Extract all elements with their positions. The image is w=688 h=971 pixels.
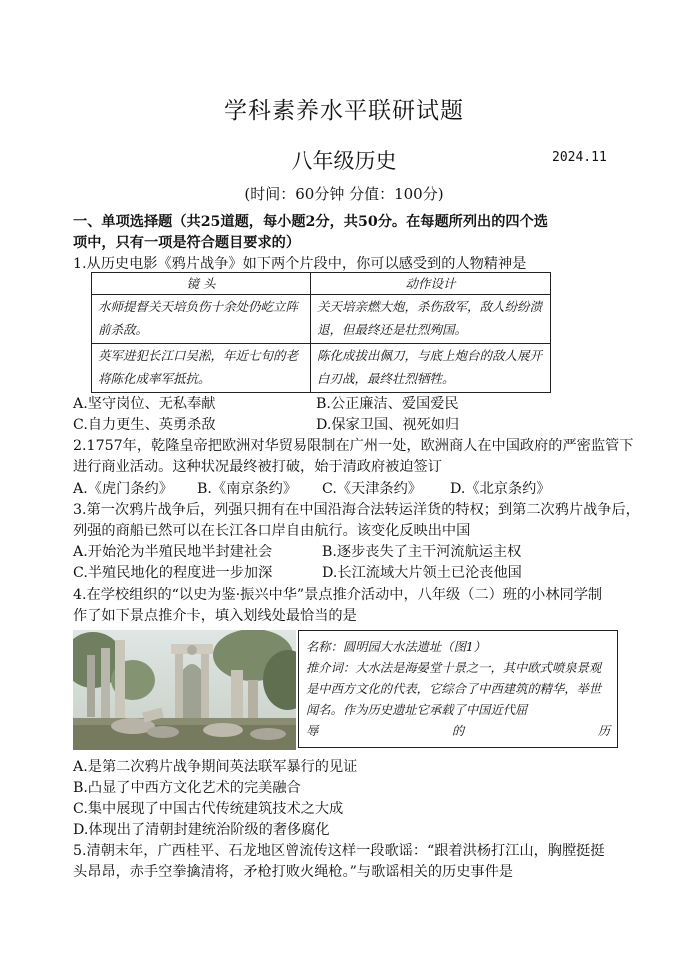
table-cell: 陈化成拔出佩刀，与底上炮台的敌人展开白刃战，最终壮烈牺牲。 — [311, 344, 551, 393]
table-cell: 英军进犯长江口吴淞，年近七旬的老将陈化成率军抵抗。 — [92, 344, 311, 393]
card-word: 的 — [451, 724, 465, 738]
q1-option-c[interactable]: C.自力更生、英勇杀敌 — [73, 417, 216, 433]
q3-option-a[interactable]: A.开始沦为半殖民地半封建社会 — [73, 544, 273, 560]
subject-title: 八年级历史 — [291, 149, 397, 173]
table-cell: 水师提督关天培负伤十余处仍屹立阵前杀敌。 — [92, 295, 311, 344]
table-header-scene: 镜 头 — [92, 273, 311, 295]
q4-option-b[interactable]: B.凸显了中西方文化艺术的完美融合 — [73, 780, 301, 796]
q1-scene-table — [91, 272, 551, 393]
table-header-action: 动作设计 — [311, 273, 551, 295]
q3-stem-line2: 列强的商船已然可以在长江各口岸自由航行。该变化反映出中国 — [73, 523, 471, 539]
exam-date: 2024.11 — [552, 150, 607, 165]
scenic-spot-card — [298, 630, 618, 748]
q3-stem-line1: 3.第一次鸦片战争后，列强只拥有在中国沿海合法转运洋货的特权；到第二次鸦片战争后， — [73, 502, 640, 518]
q3-option-d[interactable]: D.长江流域大片领土已沦丧他国 — [322, 565, 522, 581]
card-underlined-line — [306, 721, 610, 742]
q2-stem-line1: 2.1757年，乾隆皇帝把欧洲对华贸易限制在广州一处，欧洲商人在中国政府的严密监管下 — [73, 438, 634, 454]
q1-stem: 1.从历史电影《鸦片战争》如下两个片段中，你可以感受到的人物精神是 — [73, 256, 527, 272]
q4-option-c[interactable]: C.集中展现了中国古代传统建筑技术之大成 — [73, 801, 344, 817]
section-heading-line2: 项中，只有一项是符合题目要求的） — [73, 235, 301, 251]
q3-option-b[interactable]: B.逐步丧失了主干河流航运主权 — [322, 544, 522, 560]
table-row — [92, 344, 551, 393]
q4-stem-line1: 4.在学校组织的“以史为鉴·振兴中华”景点推介活动中，八年级（二）班的小林同学制 — [73, 587, 603, 603]
q5-stem-line1: 5.清朝末年，广西桂平、石龙地区曾流传这样一段歌谣：“跟着洪杨打江山，胸膛挺挺 — [73, 843, 605, 859]
q2-option-a[interactable]: A.《虎门条约》 — [73, 481, 173, 497]
q4-stem-line2: 作了如下景点推介卡，填入划线处最恰当的是 — [73, 608, 357, 624]
q5-stem-line2: 头昂昂，赤手空拳擒清将，矛枪打败火绳枪。”与歌谣相关的历史事件是 — [73, 864, 513, 880]
table-row — [92, 295, 551, 344]
q1-option-b[interactable]: B.公正廉洁、爱国爱民 — [316, 396, 459, 412]
q4-option-d[interactable]: D.体现出了清朝封建统治阶级的奢侈腐化 — [73, 822, 330, 838]
card-word: 历 — [597, 724, 610, 738]
q4-option-a[interactable]: A.是第二次鸦片战争期间英法联军暴行的见证 — [73, 759, 358, 775]
exam-timing: (时间：60分钟 分值：100分) — [244, 185, 444, 203]
card-name: 名称：圆明园大水法遗址（图1） — [306, 640, 486, 654]
q2-stem-line2: 进行商业活动。这种状况最终被打破，始于清政府被迫签订 — [73, 459, 442, 475]
card-text: 推介词：大水法是海晏堂十景之一，其中欧式喷泉景观是中西方文化的代表，它综合了中西建筑的精华，举世闻名。作为历史遗址它承载了中国近代屈 — [306, 661, 602, 717]
table-cell: 关天培亲燃大炮，杀伤敌军，敌人纷纷溃退，但最终还是壮烈殉国。 — [311, 295, 551, 344]
q2-option-b[interactable]: B.《南京条约》 — [197, 481, 298, 497]
q1-option-a[interactable]: A.坚守岗位、无私奉献 — [73, 396, 216, 412]
card-word: 辱 — [306, 724, 319, 738]
q3-option-c[interactable]: C.半殖民地化的程度进一步加深 — [73, 565, 273, 581]
q2-option-c[interactable]: C.《天津条约》 — [322, 481, 422, 497]
yuanmingyuan-ruins-illustration — [73, 630, 296, 750]
q1-option-d[interactable]: D.保家卫国、视死如归 — [316, 417, 460, 433]
ruins-photo — [73, 630, 296, 750]
q2-option-d[interactable]: D.《北京条约》 — [450, 481, 551, 497]
section-heading-line1: 一、单项选择题（共25道题，每小题2分，共50分。在每题所列出的四个选 — [73, 214, 548, 230]
exam-title: 学科素养水平联研试题 — [224, 98, 464, 124]
